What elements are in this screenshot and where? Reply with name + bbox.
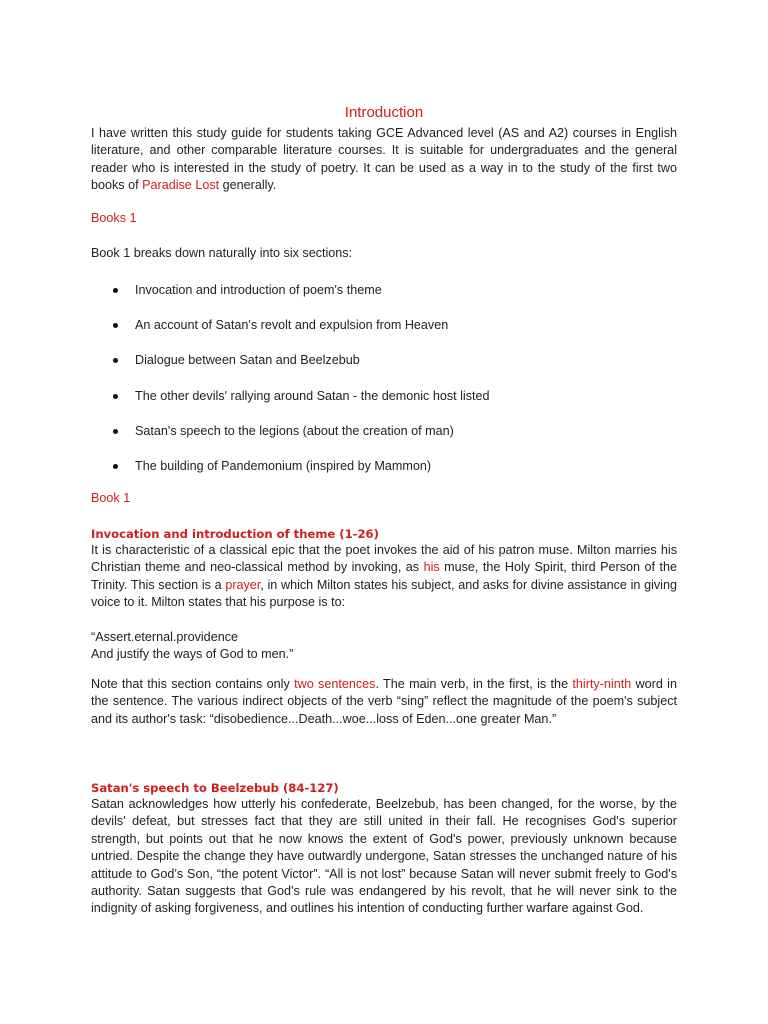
highlight-prayer: prayer [225, 577, 261, 592]
speech-paragraph: Satan acknowledges how utterly his confederate, Beelzebub, has been changed, for the worse, by the devils' defeat, but stresses fact that they are still united in their fall. He recognises God's superior strength, but points out that he now knows the extent of God's power, previously unknown because untried. Despite the change they have outwardly undergone, Satan stresses the unchanged nature of his attitude to God's Son, “the potent Victor”. “All is not lost” because Satan will never submit freely to God's authority. Satan suggests that God's rule was endangered by his revolt, that he will never sink to the indignity of asking forgiveness, and outlines his intention of conducting further warfare against God. [91, 797, 677, 916]
invocation-heading: Invocation and introduction of theme (1-26) [91, 527, 379, 541]
intro-text: I have written this study guide for students taking GCE Advanced level (AS and A2) courses in English literature, and other comparable literature courses. It is suitable for undergraduates and the general reader who is interested in the study of poetry. It can be used as a way in to the study of the first two books of [91, 126, 677, 193]
bullet-icon [113, 358, 118, 363]
note-paragraph [91, 676, 677, 728]
bullet-icon [113, 394, 118, 399]
quote-line: And justify the ways of God to men.” [91, 647, 294, 662]
bullet-icon [113, 464, 118, 469]
note-text: word in the sentence. The various indirect objects of the verb “sing” reflect the magnitude of the poem's subject and its author's task: “disobedience...Death...woe...loss of Eden...one greater Man.” [91, 677, 677, 726]
invocation-text: , in which Milton states his subject, and asks for divine assistance in giving voice to it. Milton states that his purpose is to: [91, 577, 677, 610]
page-title: Introduction [344, 104, 424, 121]
list-item-label: Satan's speech to the legions (about the creation of man) [135, 423, 454, 438]
list-item-label: Dialogue between Satan and Beelzebub [135, 353, 360, 368]
highlight-two-sentences: two sentences [294, 677, 376, 691]
list-item-label: The other devils' rallying around Satan - the demonic host listed [135, 388, 490, 403]
note-text: Note that this section contains only [91, 677, 295, 691]
quote-block [91, 629, 677, 664]
invocation-text: muse, the Holy Spirit, third Person of the Trinity. This section is a [91, 560, 678, 592]
book-heading: Book 1 [91, 491, 131, 505]
list-item [91, 386, 490, 421]
invocation-paragraph [91, 542, 677, 612]
intro-highlight: Paradise Lost [142, 178, 220, 193]
list-item [91, 280, 490, 315]
books-heading: Books 1 [91, 211, 137, 225]
list-item-label: An account of Satan's revolt and expulsion from Heaven [135, 318, 449, 333]
quote-line: “Assert.eternal.providence [91, 630, 238, 644]
highlight-his: his [423, 560, 440, 575]
bullet-icon [113, 429, 118, 434]
invocation-text: It is characteristic of a classical epic that the poet invokes the aid of his patron muse. Milton marries his Christian theme and neo-classical method by invoking, as [91, 543, 677, 575]
speech-heading: Satan's speech to Beelzebub (84-127) [91, 781, 339, 795]
note-text: . The main verb, in the first, is the [375, 677, 573, 691]
bullet-icon [113, 288, 118, 293]
sections-intro: Book 1 breaks down naturally into six sections: [91, 246, 353, 260]
bullet-icon [113, 323, 118, 328]
intro-paragraph [91, 125, 677, 195]
list-item [91, 315, 490, 350]
list-item [91, 421, 490, 456]
list-item-label: Invocation and introduction of poem's theme [135, 283, 382, 297]
highlight-thirty-ninth: thirty-ninth [572, 677, 632, 691]
list-item-label: The building of Pandemonium (inspired by Mammon) [135, 458, 432, 473]
list-item [91, 350, 490, 385]
intro-text-end: generally. [219, 178, 277, 193]
list-item [91, 456, 490, 491]
sections-list [91, 280, 490, 491]
